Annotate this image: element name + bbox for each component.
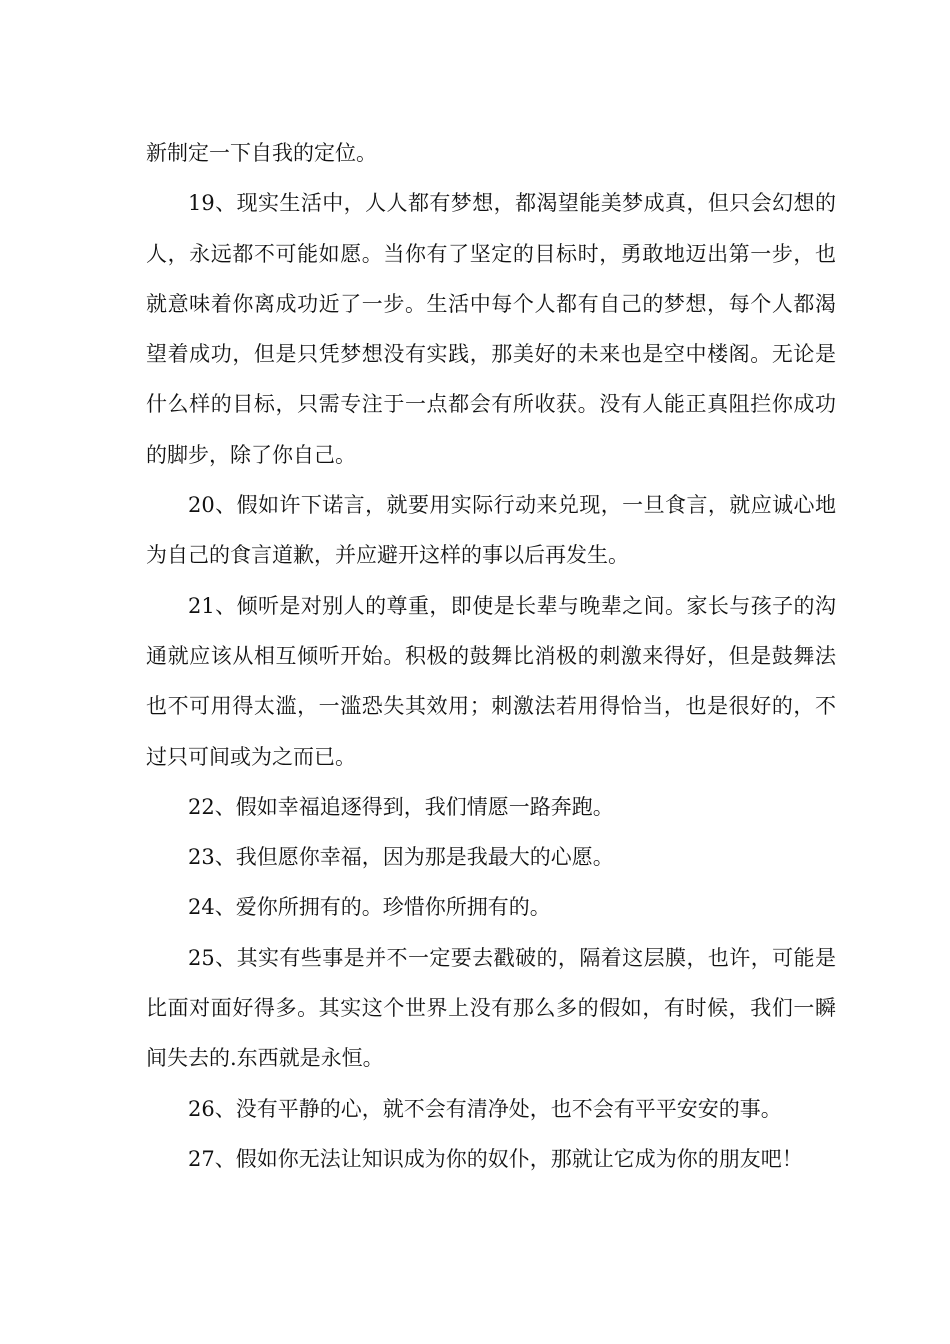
paragraph-continuation: 新制定一下自我的定位。 xyxy=(146,141,377,165)
paragraph-25: 25、其实有些事是并不一定要去戳破的，隔着这层膜，也许，可能是比面对面好得多。其实这个世界上没有那么多的假如，有时候，我们一瞬间失去的.东西就是永恒。 xyxy=(146,945,836,1071)
paragraph-23: 23、我但愿你幸福，因为那是我最大的心愿。 xyxy=(188,845,614,870)
paragraph-21: 21、倾听是对别人的尊重，即使是长辈与晚辈之间。家长与孩子的沟通就应该从相互倾听开始。积极的鼓舞比消极的刺激来得好，但是鼓舞法也不可用得太滥，一滥恐失其效用；刺激法若用得恰当，也是很好的，不过只可间或为之而已。 xyxy=(146,593,836,769)
paragraph-26: 26、没有平静的心，就不会有清净处，也不会有平平安安的事。 xyxy=(188,1096,782,1121)
paragraph-20: 20、假如许下诺言，就要用实际行动来兑现，一旦食言，就应诚心地为自己的食言道歉，并应避开这样的事以后再发生。 xyxy=(146,493,836,568)
document-body xyxy=(146,128,836,1184)
paragraph-24: 24、爱你所拥有的。珍惜你所拥有的。 xyxy=(188,895,551,920)
paragraph-19: 19、现实生活中，人人都有梦想，都渴望能美梦成真，但只会幻想的人，永远都不可能如愿。当你有了坚定的目标时，勇敢地迈出第一步，也就意味着你离成功近了一步。生活中每个人都有自己的梦想，每个人都渴望着成功，但是只凭梦想没有实践，那美好的未来也是空中楼阁。无论是什么样的目标，只需专注于一点都会有所收获。没有人能正真阻拦你成功的脚步，除了你自己。 xyxy=(146,191,836,467)
paragraph-27: 27、假如你无法让知识成为你的奴仆，那就让它成为你的朋友吧！ xyxy=(188,1146,803,1171)
paragraph-22: 22、假如幸福追逐得到，我们情愿一路奔跑。 xyxy=(188,794,614,819)
